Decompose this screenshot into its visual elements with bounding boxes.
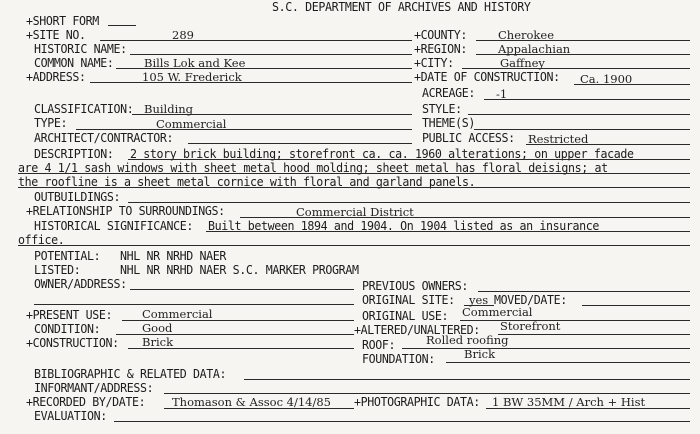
page-title: S.C. DEPARTMENT OF ARCHIVES AND HISTORY (272, 0, 531, 14)
region-value: Appalachian (498, 42, 571, 56)
bibliographic-line (244, 379, 690, 380)
style-line (468, 114, 690, 115)
classification-value: Building (144, 102, 194, 116)
common-name-line (116, 68, 412, 69)
city-label: +CITY: (414, 55, 454, 70)
public-access-line (526, 144, 690, 145)
relationship-value: Commercial District (296, 205, 414, 219)
historical-significance-rule-1 (206, 231, 690, 232)
previous-owners-label: PREVIOUS OWNERS: (362, 278, 469, 293)
theme-label: THEME(S) (422, 115, 476, 130)
original-use-label: ORIGINAL USE: (362, 308, 449, 323)
photographic-data-label: +PHOTOGRAPHIC DATA: (354, 394, 480, 409)
acreage-line (484, 99, 690, 100)
original-site-label: ORIGINAL SITE: (362, 292, 455, 307)
date-of-construction-label: +DATE OF CONSTRUCTION: (414, 69, 560, 84)
site-no-line (100, 40, 412, 41)
present-use-label: +PRESENT USE: (26, 307, 113, 322)
short-form-label: +SHORT FORM (26, 13, 99, 28)
site-no-value: 289 (172, 28, 194, 42)
description-line-2: are 4 1/1 sash windows with sheet metal hood molding; sheet metal has floral deisigns; at (18, 160, 608, 175)
altered-label: +ALTERED/UNALTERED: (354, 322, 480, 337)
common-name-value: Bills Lok and Kee (144, 56, 246, 70)
bibliographic-label: BIBLIOGRAPHIC & RELATED DATA: (34, 366, 227, 381)
construction-line (128, 348, 354, 349)
photographic-data-value: 1 BW 35MM / Arch + Hist (492, 395, 646, 409)
classification-label: CLASSIFICATION: (34, 101, 134, 116)
date-of-construction-value: Ca. 1900 (580, 72, 633, 86)
potential-options: NHL NR NRHD NAER (120, 248, 227, 263)
county-line (476, 40, 690, 41)
potential-label: POTENTIAL: (34, 248, 101, 263)
relationship-label: +RELATIONSHIP TO SURROUNDINGS: (26, 203, 225, 218)
public-access-label: PUBLIC ACCESS: (422, 130, 515, 145)
address-value: 105 W. Frederick (142, 70, 242, 84)
original-use-line (460, 320, 690, 321)
recorded-by-line (164, 408, 354, 409)
classification-line (132, 114, 412, 115)
condition-value: Good (142, 321, 173, 335)
historical-significance-line-2: office. (18, 232, 65, 247)
city-value: Gaffney (500, 56, 545, 70)
description-label: DESCRIPTION: (34, 146, 114, 161)
description-line-3: the roofline is a sheet metal cornice with floral and garland panels. (18, 174, 476, 189)
roof-line (402, 348, 690, 349)
foundation-value: Brick (464, 347, 496, 361)
region-line (476, 54, 690, 55)
construction-value: Brick (142, 335, 174, 349)
recorded-by-label: +RECORDED BY/DATE: (26, 394, 146, 409)
historic-name-line (130, 54, 412, 55)
public-access-value: Restricted (528, 132, 589, 146)
foundation-label: FOUNDATION: (362, 351, 435, 366)
altered-line (498, 334, 690, 335)
original-use-value: Commercial (462, 305, 533, 319)
listed-label: LISTED: (34, 262, 81, 277)
informant-label: INFORMANT/ADDRESS: (34, 380, 154, 395)
owner-address-label: OWNER/ADDRESS: (34, 276, 127, 291)
type-label: TYPE: (34, 115, 68, 130)
description-rule-3 (18, 187, 690, 188)
evaluation-label: EVALUATION: (34, 408, 107, 423)
county-label: +COUNTY: (414, 27, 468, 42)
common-name-label: COMMON NAME: (34, 55, 114, 70)
evaluation-line (114, 421, 690, 422)
listed-options: NHL NR NRHD NAER S.C. MARKER PROGRAM (120, 262, 359, 277)
acreage-value: -1 (496, 87, 508, 101)
acreage-label: ACREAGE: (422, 85, 476, 100)
photographic-data-line (486, 408, 690, 409)
historic-name-label: HISTORIC NAME: (34, 41, 127, 56)
architect-line (188, 143, 412, 144)
recorded-by-value: Thomason & Assoc 4/14/85 (172, 395, 332, 409)
owner-address-line (130, 289, 354, 290)
moved-date-label: MOVED/DATE: (494, 292, 567, 307)
architect-label: ARCHITECT/CONTRACTOR: (34, 130, 174, 145)
style-label: STYLE: (422, 101, 462, 116)
historical-significance-label: HISTORICAL SIGNIFICANCE: (34, 218, 194, 233)
site-no-label: +SITE NO. (26, 27, 86, 42)
date-of-construction-line (574, 84, 690, 85)
altered-value: Storefront (500, 319, 561, 333)
construction-label: +CONSTRUCTION: (26, 335, 119, 350)
description-line-1: 2 story brick building; storefront ca. ca. 1960 alterations; on upper facade (130, 146, 634, 161)
address-line (90, 82, 412, 83)
owner-address-line-2 (34, 304, 354, 305)
foundation-line (446, 362, 690, 363)
historical-significance-rule-2 (18, 245, 690, 246)
type-value: Commercial (156, 117, 227, 131)
condition-label: CONDITION: (34, 321, 101, 336)
present-use-value: Commercial (142, 307, 213, 321)
address-label: +ADDRESS: (26, 69, 86, 84)
short-form-field-line (108, 25, 136, 26)
moved-date-line (582, 305, 690, 306)
original-site-value: yes (469, 293, 489, 307)
historical-significance-line-1: Built between 1894 and 1904. On 1904 listed as an insurance (208, 218, 599, 233)
county-value: Cherokee (498, 28, 555, 42)
outbuildings-label: OUTBUILDINGS: (34, 189, 121, 204)
roof-value: Rolled roofing (426, 333, 509, 347)
roof-label: ROOF: (362, 337, 396, 352)
region-label: +REGION: (414, 41, 468, 56)
